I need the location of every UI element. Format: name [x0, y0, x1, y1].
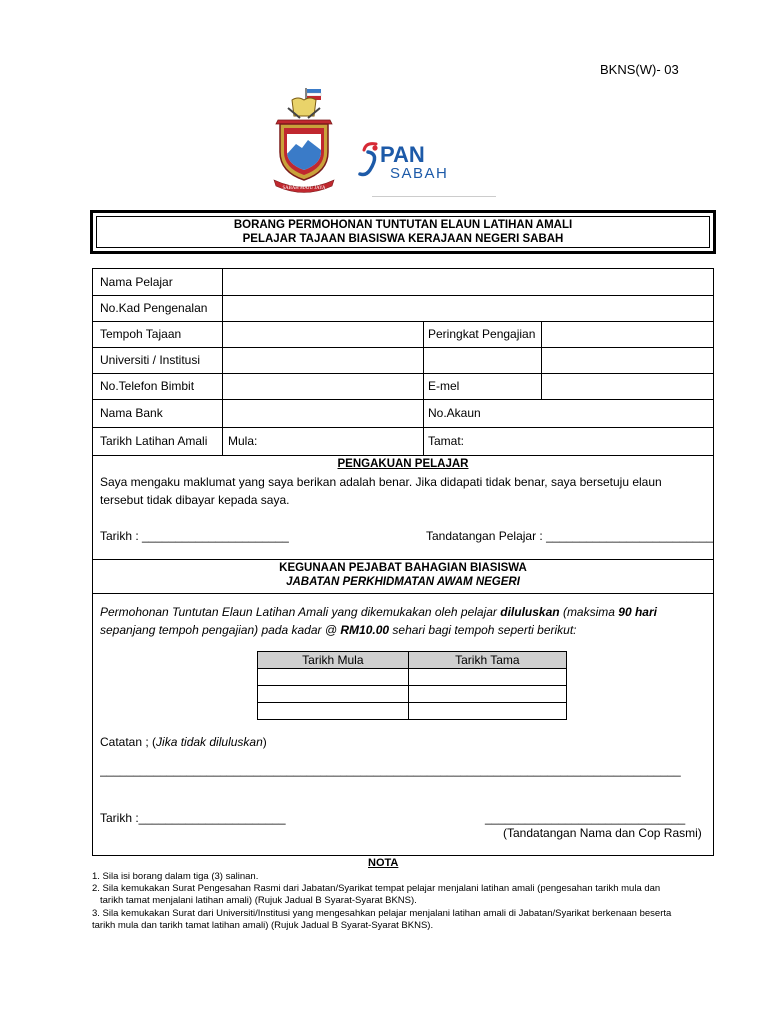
- section-divider: [93, 593, 713, 594]
- office-title-line1: KEGUNAAN PEJABAT BAHAGIAN BIASISWA: [279, 562, 527, 574]
- input-nama-bank[interactable]: [223, 400, 423, 427]
- label-tamat: Tamat:: [428, 434, 465, 448]
- form-title-box: [90, 210, 716, 254]
- office-tarikh: Tarikh :______________________: [100, 811, 286, 825]
- nota-title: NOTA: [368, 857, 399, 869]
- office-title-line2: JABATAN PERKHIDMATAN AWAM NEGERI: [286, 576, 520, 588]
- logo-text-pan: PAN: [380, 142, 425, 167]
- label-nama-pelajar: Nama Pelajar: [100, 275, 173, 289]
- label-peringkat-pengajian: Peringkat Pengajian: [428, 327, 536, 341]
- label-tarikh-latihan: Tarikh Latihan Amali: [100, 434, 208, 448]
- logo-text-sabah: SABAH: [390, 165, 449, 182]
- table-cell[interactable]: [408, 703, 566, 720]
- table-row: [258, 686, 567, 703]
- nota-item-2b: tarikh tamat menjalani latihan amali) (Rujuk Jadual B Syarat-Syarat BKNS).: [100, 895, 417, 906]
- col-divider: [423, 321, 424, 455]
- label-tempoh-tajaan: Tempoh Tajaan: [100, 327, 182, 341]
- label-no-telefon: No.Telefon Bimbit: [100, 379, 195, 393]
- input-universiti[interactable]: [223, 348, 423, 373]
- label-mula: Mula:: [228, 434, 258, 448]
- nota-item-3b: tarikh mula dan tarikh tamat latihan amali) (Rujuk Jadual B Syarat-Syarat BKNS).: [92, 920, 434, 931]
- catatan-label: Catatan ; (Jika tidak diluluskan): [100, 735, 267, 749]
- catatan-line[interactable]: _______________________________________________________________________________________: [100, 763, 681, 777]
- form-title-line2: PELAJAR TAJAAN BIASISWA KERAJAAN NEGERI SABAH: [242, 233, 564, 245]
- nota-item-3a: 3. Sila kemukakan Surat dari Universiti/Institusi yang mengesahkan pelajar menjalani latihan amali di Jabatan/Syarikat berkenaan beserta: [92, 908, 672, 919]
- approval-dates-table: [257, 651, 567, 720]
- table-cell[interactable]: [408, 686, 566, 703]
- section-divider: [93, 559, 713, 560]
- input-no-akaun[interactable]: [489, 400, 714, 427]
- table-cell[interactable]: [408, 669, 566, 686]
- label-universiti: Universiti / Institusi: [100, 353, 201, 367]
- input-nama-pelajar[interactable]: [223, 269, 714, 295]
- jpan-sabah-logo: [356, 136, 496, 186]
- signature-line: ______________________________: [485, 811, 686, 825]
- row-divider: [93, 455, 713, 456]
- pengakuan-tandatangan: Tandatangan Pelajar : _________________________: [426, 529, 713, 543]
- label-email: E-mel: [428, 379, 460, 393]
- reference-code: BKNS(W)- 03: [600, 62, 679, 77]
- sabah-crest-logo: [266, 86, 342, 198]
- input-mula[interactable]: [261, 428, 423, 455]
- logo-underline: [372, 196, 496, 197]
- table-row: [258, 703, 567, 720]
- table-header-tarikh-mula: Tarikh Mula: [258, 652, 409, 669]
- input-peringkat-pengajian[interactable]: [542, 322, 714, 347]
- table-cell[interactable]: [258, 686, 409, 703]
- crest-motto: SABAH MAJU JAYA: [282, 186, 326, 191]
- label-no-kad: No.Kad Pengenalan: [100, 301, 208, 315]
- table-header-tarikh-tama: Tarikh Tama: [408, 652, 566, 669]
- pengakuan-title: PENGAKUAN PELAJAR: [337, 458, 469, 470]
- pengakuan-tarikh: Tarikh : ______________________: [100, 529, 289, 543]
- nota-item-2a: 2. Sila kemukakan Surat Pengesahan Rasmi dari Jabatan/Syarikat tempat pelajar menjalani latihan amali (pengesahan tarikh mula dan: [92, 883, 661, 894]
- pengakuan-text: Saya mengaku maklumat yang saya berikan adalah benar. Jika didapati tidak benar, saya bersetuju elaun tersebut tidak dibayar kepada saya.: [100, 475, 662, 507]
- input-no-telefon[interactable]: [223, 374, 423, 399]
- label-no-akaun: No.Akaun: [428, 406, 481, 420]
- input-tempoh-tajaan[interactable]: [223, 322, 423, 347]
- input-email[interactable]: [489, 374, 714, 399]
- input-no-kad[interactable]: [223, 296, 714, 321]
- form-title-line1: BORANG PERMOHONAN TUNTUTAN ELAUN LATIHAN AMALI: [233, 219, 573, 231]
- nota-item-1: 1. Sila isi borang dalam tiga (3) salinan.: [92, 871, 259, 882]
- office-approval-text: Permohonan Tuntutan Elaun Latihan Amali yang dikemukakan oleh pelajar diluluskan (maksima 90 hari sepanjang tempoh pengajian) pada kadar @ RM10.00 sehari bagi tempoh seperti berikut:: [100, 605, 657, 637]
- table-cell[interactable]: [258, 703, 409, 720]
- signature-label: (Tandatangan Nama dan Cop Rasmi): [503, 826, 702, 840]
- table-row: [258, 669, 567, 686]
- table-cell[interactable]: [258, 669, 409, 686]
- label-nama-bank: Nama Bank: [100, 406, 163, 420]
- input-tamat[interactable]: [473, 428, 714, 455]
- application-form: [92, 268, 714, 856]
